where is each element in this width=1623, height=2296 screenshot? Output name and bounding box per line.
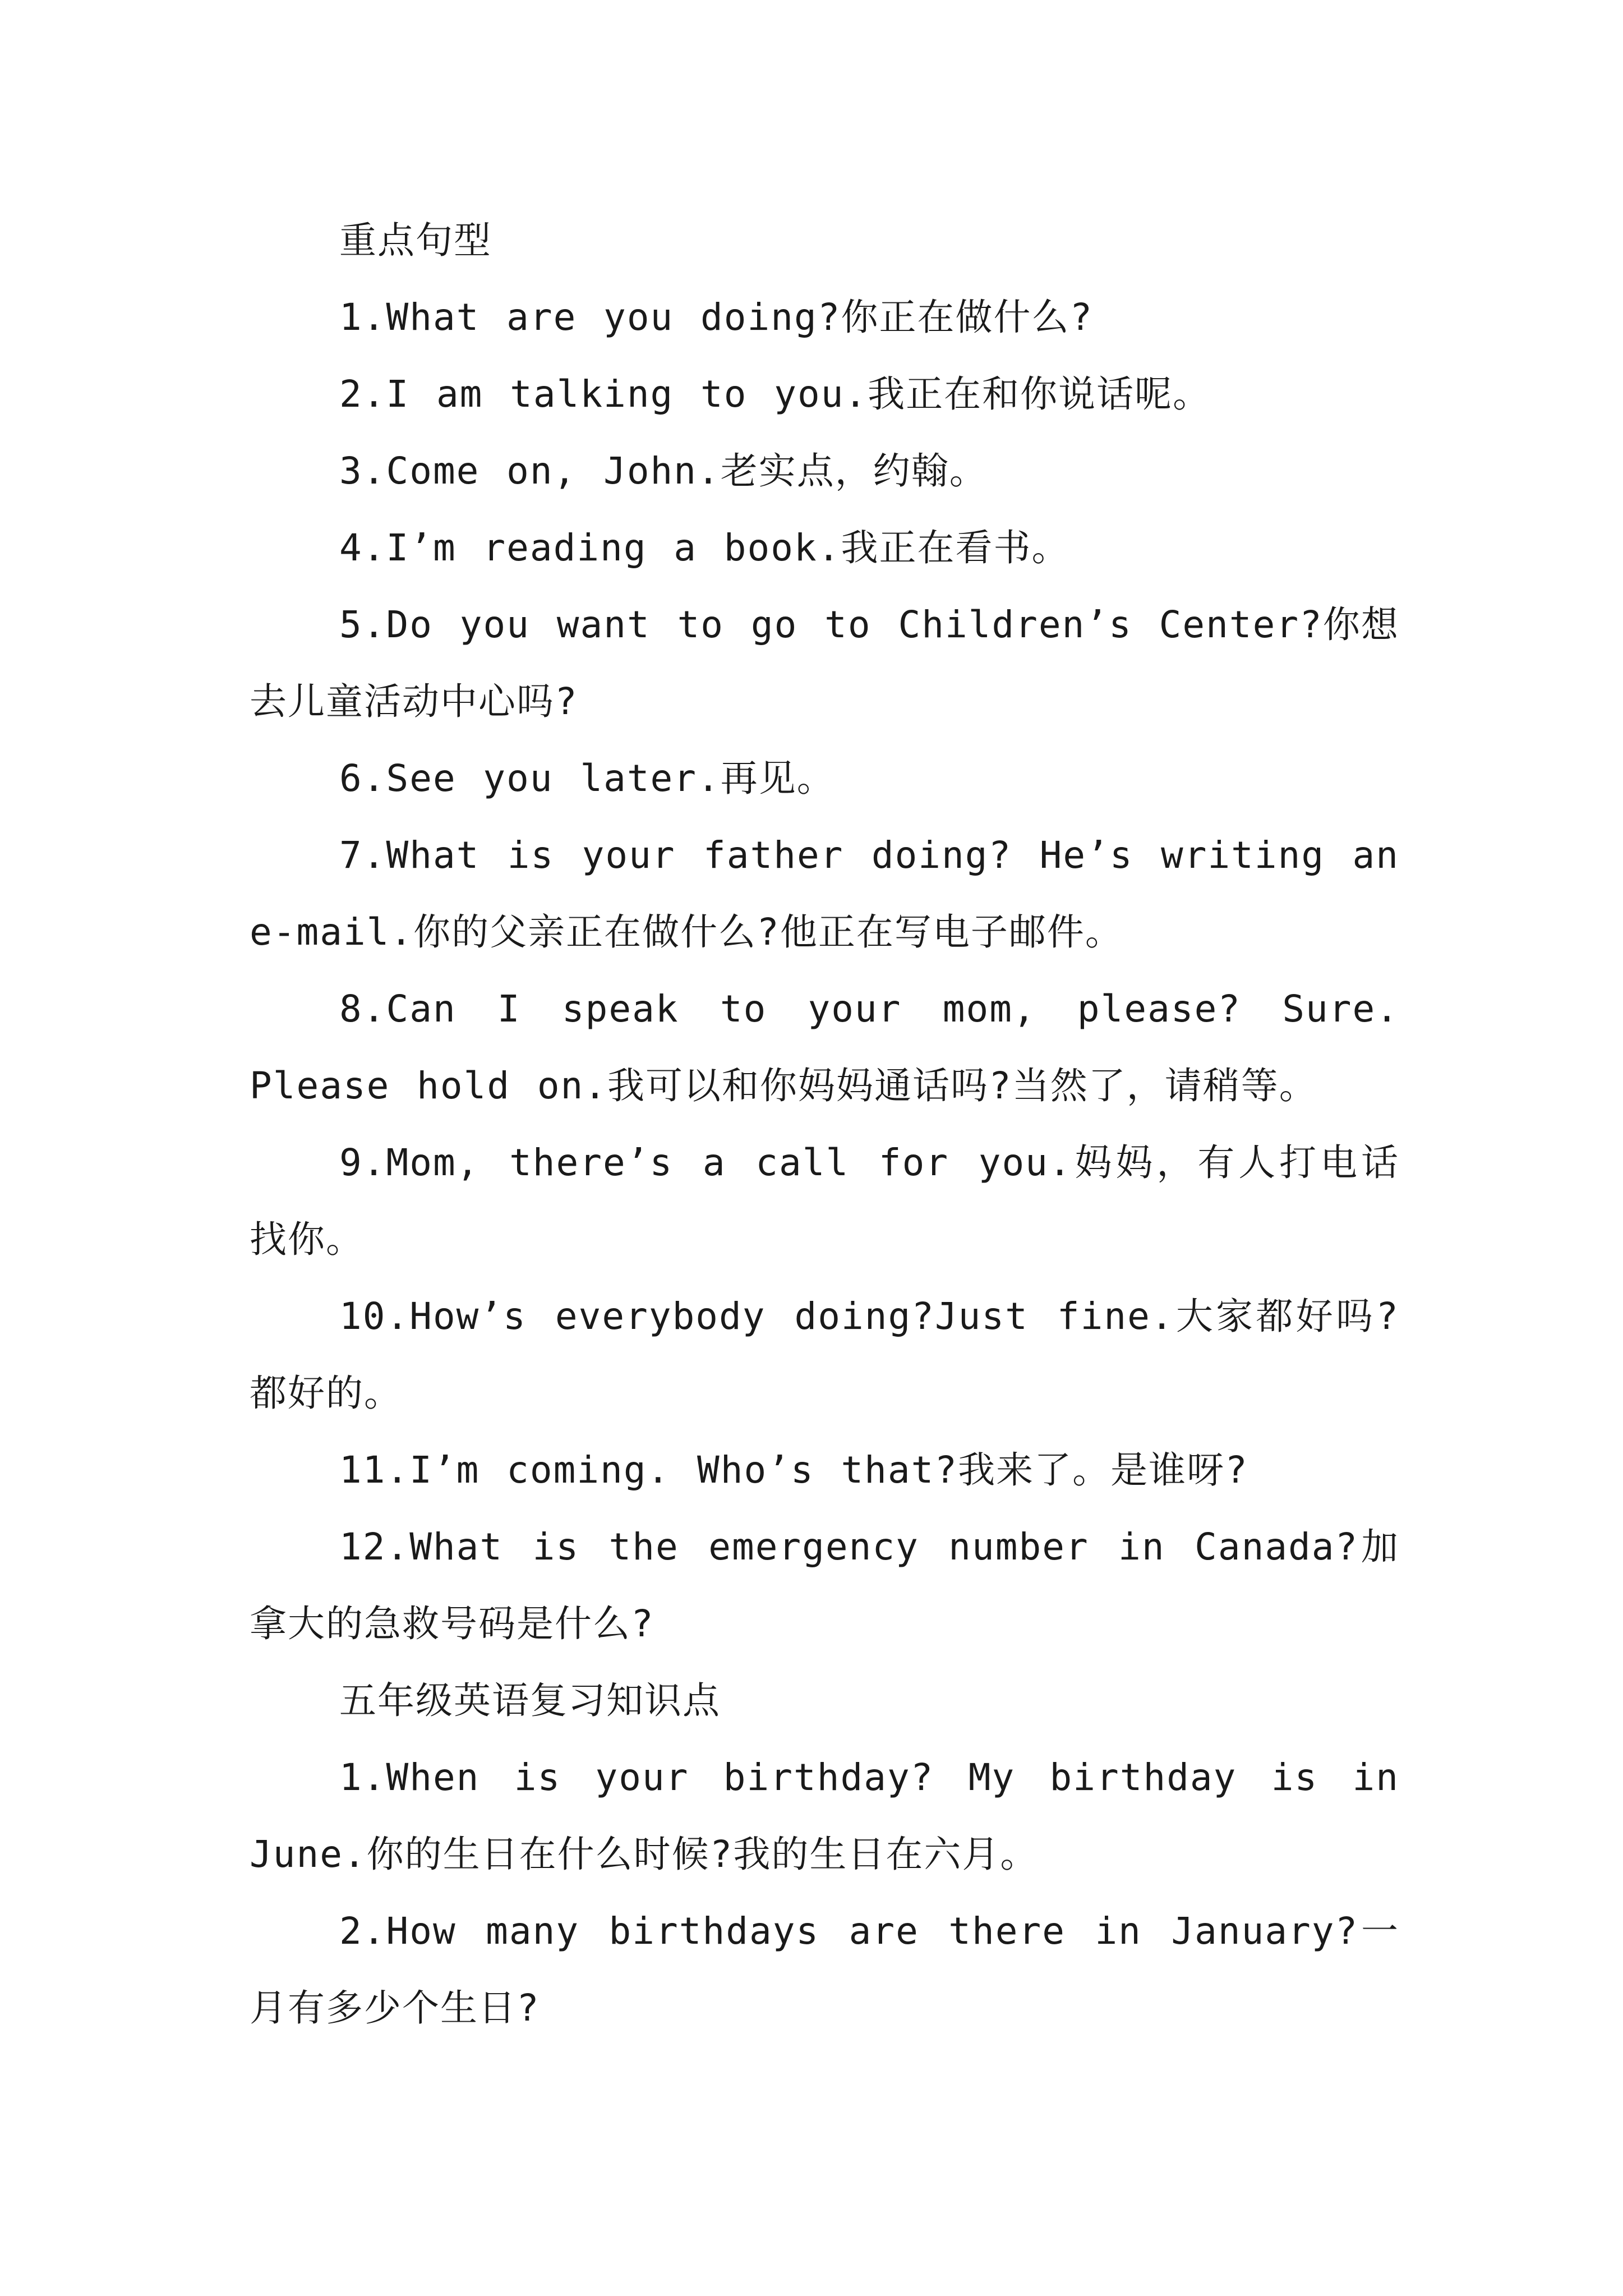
sentence-item: 1.What are you doing?你正在做什么? bbox=[339, 296, 1094, 339]
section-heading-key-sentences: 重点句型 bbox=[339, 219, 492, 262]
sentence-item: 10.How’s everybody doing?Just fine.大家都好吗?都好的。 bbox=[250, 1295, 1399, 1415]
document-body bbox=[250, 202, 1399, 2046]
sentence-item: 1.When is your birthday? My birthday is in June.你的生日在什么时候?我的生日在六月。 bbox=[250, 1756, 1399, 1876]
sentence-item: 7.What is your father doing? He’s writing an e-mail.你的父亲正在做什么?他正在写电子邮件。 bbox=[250, 834, 1399, 954]
sentence-item: 2.How many birthdays are there in January?一月有多少个生日? bbox=[250, 1910, 1399, 2030]
sentence-item: 2.I am talking to you.我正在和你说话呢。 bbox=[339, 372, 1211, 416]
sentence-item: 11.I’m coming. Who’s that?我来了。是谁呀? bbox=[339, 1448, 1248, 1492]
sentence-item: 5.Do you want to go to Children’s Center?你想去儿童活动中心吗? bbox=[250, 603, 1399, 723]
sentence-item: 9.Mom, there’s a call for you.妈妈，有人打电话找你。 bbox=[250, 1141, 1399, 1261]
sentence-item: 6.See you later.再见。 bbox=[339, 757, 835, 800]
section-heading-review-points: 五年级英语复习知识点 bbox=[339, 1679, 721, 1722]
sentence-item: 8.Can I speak to your mom, please? Sure. Please hold on.我可以和你妈妈通话吗?当然了，请稍等。 bbox=[250, 987, 1399, 1107]
sentence-item: 3.Come on, John.老实点，约翰。 bbox=[339, 449, 988, 493]
sentence-item: 4.I’m reading a book.我正在看书。 bbox=[339, 526, 1070, 569]
sentence-item: 12.What is the emergency number in Canada?加拿大的急救号码是什么? bbox=[250, 1525, 1399, 1645]
